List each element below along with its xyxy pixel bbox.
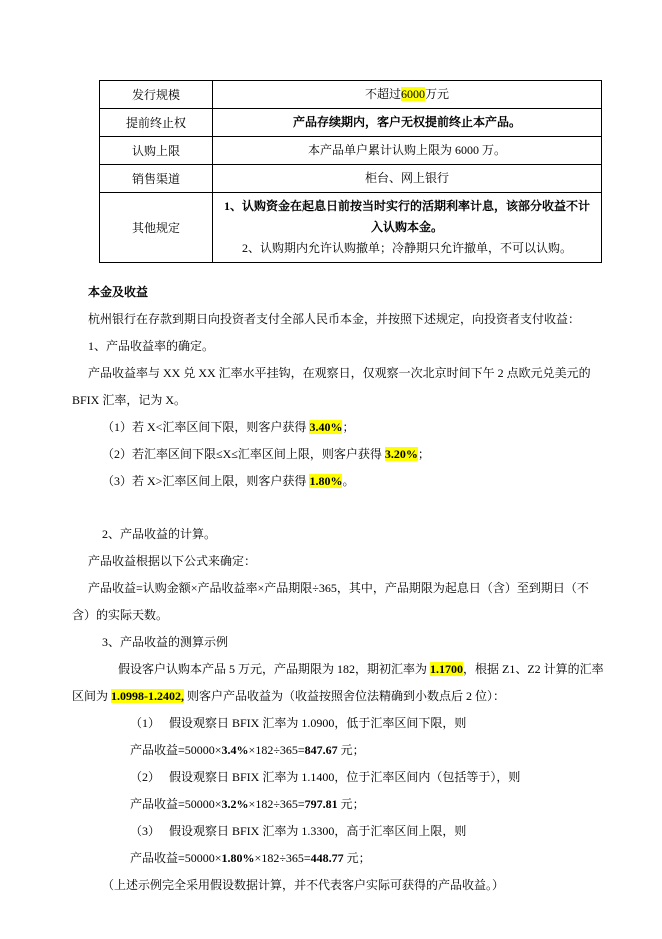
spec-label: 发行规模 <box>100 81 213 109</box>
text-run: 产品收益=50000× <box>130 743 222 757</box>
spec-value <box>213 165 602 193</box>
paragraph <box>72 414 606 441</box>
spec-value-line <box>221 168 593 189</box>
paragraph <box>72 656 606 710</box>
paragraph <box>72 791 606 818</box>
spec-row <box>100 109 602 137</box>
text-run: 448.77 <box>310 851 344 865</box>
text-run: （2） 假设观察日 BFIX 汇率为 1.1400，位于汇率区间内（包括等于），则 <box>130 770 521 784</box>
text-run: 产品收益=50000× <box>130 797 222 811</box>
highlighted-text: 1.0998-1.2402, <box>111 689 185 703</box>
text-run: 2、产品收益的计算。 <box>102 527 217 541</box>
text-run: ×182÷365= <box>248 797 305 811</box>
text-run: 元； <box>343 851 371 865</box>
text-run: （1） 假设观察日 BFIX 汇率为 1.0900，低于汇率区间下限，则 <box>130 716 467 730</box>
text-run: 杭州银行在存款到期日向投资者支付全部人民币本金，并按照下述规定，向投资者支付收益： <box>88 312 581 326</box>
spec-label: 销售渠道 <box>100 165 213 193</box>
paragraph <box>72 521 606 548</box>
text-run: 柜台、网上银行 <box>364 171 449 185</box>
spec-row <box>100 165 602 193</box>
spec-value <box>213 109 602 137</box>
text-run: 假设客户认购本产品 5 万元，产品期限为 182，期初汇率为 <box>118 662 431 676</box>
spec-label: 提前终止权 <box>100 109 213 137</box>
paragraph <box>72 575 606 629</box>
text-run: 则客户产品收益为（收益按照舍位法精确到小数点后 2 位）： <box>184 689 506 703</box>
text-run: 3.2% <box>221 797 249 811</box>
spec-value-line <box>221 112 593 133</box>
text-run: 产品收益=认购金额×产品收益率×产品期限÷365，其中，产品期限为起息日（含）至到期日（不含）的实际天数。 <box>72 581 589 622</box>
highlighted-text: 6000 <box>401 87 425 101</box>
document-body <box>0 263 662 939</box>
text-run: 元； <box>337 797 365 811</box>
paragraph <box>72 737 606 764</box>
text-run: 。 <box>342 474 355 488</box>
highlighted-text: 1.80% <box>309 474 343 488</box>
text-run: 本金及收益 <box>88 285 149 299</box>
spec-value-line <box>221 238 593 259</box>
text-run: 产品收益率与 XX 兑 XX 汇率水平挂钩，在观察日，仅观察一次北京时间下午 2 点欧元兑美元的 BFIX 汇率，记为 X。 <box>72 366 591 407</box>
text-run: 产品收益=50000× <box>130 851 222 865</box>
spec-value-line <box>221 196 593 238</box>
text-run: 元； <box>337 743 365 757</box>
text-run: （3）若 X>汇率区间上限，则客户获得 <box>102 474 310 488</box>
text-run: 产品存续期内，客户无权提前终止本产品。 <box>292 115 521 129</box>
text-run: ； <box>342 420 355 434</box>
text-run: 3.4% <box>221 743 249 757</box>
paragraph <box>72 468 606 495</box>
highlighted-text: 1.1700 <box>430 662 464 676</box>
paragraph <box>72 360 606 414</box>
text-run: ； <box>417 447 430 461</box>
paragraph <box>72 333 606 360</box>
spec-value-line <box>221 140 593 161</box>
spec-row <box>100 81 602 109</box>
text-run: （2）若汇率区间下限≤X≤汇率区间上限，则客户获得 <box>102 447 385 461</box>
text-run: ×182÷365= <box>254 851 311 865</box>
paragraph <box>72 845 606 872</box>
text-run: 3、产品收益的测算示例 <box>102 635 229 649</box>
text-run: 797.81 <box>304 797 338 811</box>
text-run: ×182÷365= <box>248 743 305 757</box>
spec-value <box>213 137 602 165</box>
spec-table-body <box>100 81 602 263</box>
paragraph <box>72 441 606 468</box>
paragraph <box>72 548 606 575</box>
text-run: ，根据 Z1、Z2 计算的汇率区间为 <box>72 662 604 703</box>
paragraph <box>72 629 606 656</box>
text-run: 本产品单户累计认购上限为 6000 万。 <box>307 143 506 157</box>
spec-value <box>213 81 602 109</box>
text-run: 万元 <box>425 87 450 101</box>
spec-row <box>100 193 602 263</box>
text-run: 2、认购期内允许认购撤单；冷静期只允许撤单，不可以认购。 <box>241 241 572 255</box>
paragraph <box>72 818 606 845</box>
spec-row <box>100 137 602 165</box>
highlighted-text: 3.20% <box>384 447 418 461</box>
text-run: 847.67 <box>304 743 338 757</box>
spec-value <box>213 193 602 263</box>
section-heading <box>72 279 606 306</box>
paragraph <box>72 306 606 333</box>
text-run: 不超过 <box>364 87 401 101</box>
text-run: 1、认购资金在起息日前按当时实行的活期利率计息，该部分收益不计入认购本金。 <box>223 199 590 234</box>
spec-label: 认购上限 <box>100 137 213 165</box>
spec-label: 其他规定 <box>100 193 213 263</box>
text-run: 产品收益根据以下公式来确定： <box>88 554 257 568</box>
highlighted-text: 3.40% <box>309 420 343 434</box>
product-spec-table <box>99 80 602 263</box>
paragraph <box>72 764 606 791</box>
text-run: （上述示例完全采用假设数据计算，并不代表客户实际可获得的产品收益。） <box>102 878 505 892</box>
text-run: （3） 假设观察日 BFIX 汇率为 1.3300，高于汇率区间上限，则 <box>130 824 467 838</box>
text-run: 1、产品收益率的确定。 <box>88 339 215 353</box>
text-run: （1）若 X<汇率区间下限，则客户获得 <box>102 420 310 434</box>
text-run: 1.80% <box>221 851 255 865</box>
spec-value-line <box>221 84 593 105</box>
paragraph <box>72 872 606 899</box>
paragraph <box>72 710 606 737</box>
